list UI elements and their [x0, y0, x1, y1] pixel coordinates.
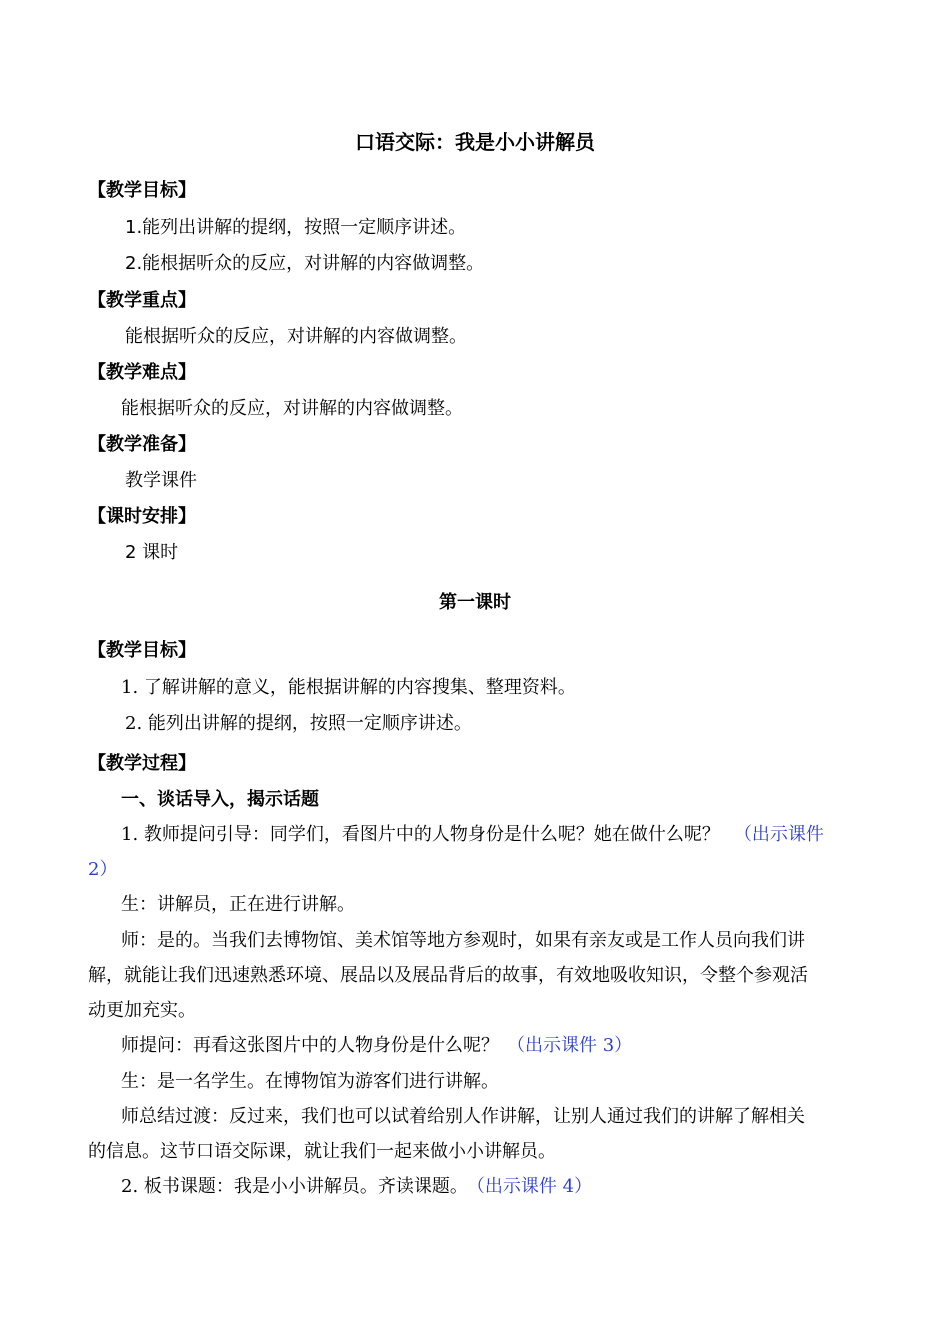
- paragraph-2: 生：讲解员，正在进行讲解。: [121, 894, 355, 915]
- heading-key-points: 【教学重点】: [88, 290, 196, 311]
- key-point-text: 能根据听众的反应，对讲解的内容做调整。: [125, 326, 467, 347]
- preparation-text: 教学课件: [125, 470, 197, 491]
- heading-teaching-goals: 【教学目标】: [88, 180, 196, 201]
- paragraph-5: 生：是一名学生。在博物馆为游客们进行讲解。: [121, 1071, 499, 1092]
- heading-teaching-process: 【教学过程】: [88, 753, 196, 774]
- paragraph-6-line-1: 师总结过渡：反过来，我们也可以试着给别人作讲解，让别人通过我们的讲解了解相关: [121, 1106, 805, 1127]
- paragraph-4-text: 师提问：再看这张图片中的人物身份是什么呢？: [121, 1035, 499, 1056]
- courseware-note-2b: 2）: [88, 859, 118, 880]
- paragraph-1-text: 1. 教师提问引导：同学们，看图片中的人物身份是什么呢？她在做什么呢？: [121, 824, 720, 845]
- paragraph-1-line-1: [121, 823, 824, 847]
- goal-item-2: 2.能根据听众的反应，对讲解的内容做调整。: [125, 253, 485, 274]
- paragraph-3-line-3: 动更加充实。: [88, 1000, 196, 1021]
- paragraph-7: [121, 1175, 592, 1199]
- paragraph-6-line-2: 的信息。这节口语交际课，就让我们一起来做小小讲解员。: [88, 1141, 556, 1162]
- heading-lesson-goals: 【教学目标】: [88, 640, 196, 661]
- lesson-goal-item-2: 2. 能列出讲解的提纲，按照一定顺序讲述。: [125, 713, 472, 734]
- document-title: 口语交际：我是小小讲解员: [355, 130, 595, 154]
- heading-preparation: 【教学准备】: [88, 434, 196, 455]
- section-one-heading: 一、谈话导入，揭示话题: [121, 789, 319, 810]
- lesson-goal-item-1: 1. 了解讲解的意义，能根据讲解的内容搜集、整理资料。: [121, 677, 576, 698]
- paragraph-3-line-2: 解，就能让我们迅速熟悉环境、展品以及展品背后的故事，有效地吸收知识，令整个参观活: [88, 965, 808, 986]
- paragraph-4: [121, 1034, 632, 1058]
- courseware-note-4: （出示课件 4）: [475, 1176, 593, 1197]
- goal-item-1: 1.能列出讲解的提纲，按照一定顺序讲述。: [125, 217, 467, 238]
- difficulty-text: 能根据听众的反应，对讲解的内容做调整。: [121, 398, 463, 419]
- lesson-one-title: 第一课时: [439, 592, 511, 613]
- paragraph-3-line-1: 师：是的。当我们去博物馆、美术馆等地方参观时，如果有亲友或是工作人员向我们讲: [121, 930, 805, 951]
- heading-difficulties: 【教学难点】: [88, 362, 196, 383]
- paragraph-7-text: 2. 板书课题：我是小小讲解员。齐读课题。: [121, 1176, 468, 1197]
- heading-schedule: 【课时安排】: [88, 506, 196, 527]
- courseware-note-2a: （出示课件: [733, 824, 824, 845]
- schedule-text: 2 课时: [125, 542, 179, 563]
- courseware-note-3: （出示课件 3）: [507, 1035, 633, 1056]
